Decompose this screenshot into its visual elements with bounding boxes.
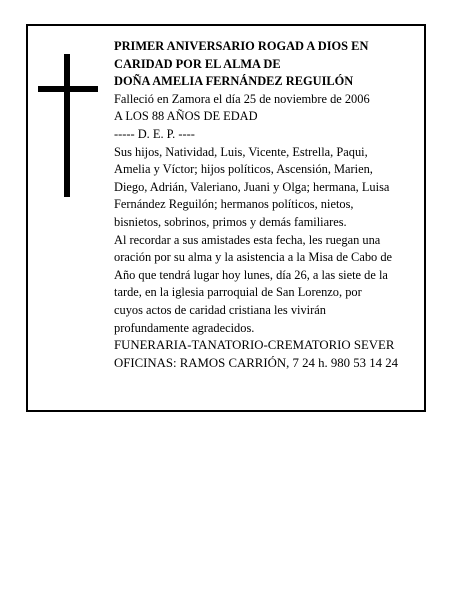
invitation-line: profundamente agradecidos. (114, 320, 255, 335)
death-info: Falleció en Zamora el día 25 de noviembre de 2006 (114, 91, 370, 106)
invitation-line: tarde, en la iglesia parroquial de San Lorenzo, por (114, 285, 362, 300)
funeral-home: FUNERARIA-TANATORIO-CREMATORIO SEVER (114, 338, 395, 353)
dep-line: ----- D. E. P. ---- (114, 126, 195, 141)
cross-icon (38, 54, 98, 197)
cross-horizontal-bar (38, 86, 98, 92)
cross-vertical-bar (64, 54, 70, 197)
offices-line: OFICINAS: RAMOS CARRIÓN, 7 24 h. 980 53 14 24 (114, 355, 399, 370)
heading-line-1: PRIMER ANIVERSARIO ROGAD A DIOS EN (114, 39, 369, 53)
family-line: Amelia y Víctor; hijos políticos, Ascensión, Marien, (114, 162, 373, 177)
invitation-line: Al recordar a sus amistades esta fecha, les ruegan una (114, 232, 381, 247)
age-line: A LOS 88 AÑOS DE EDAD (114, 109, 258, 124)
family-line: bisnietos, sobrinos, primos y demás familiares. (114, 214, 347, 229)
invitation-line: Año que tendrá lugar hoy lunes, día 26, a las siete de la (114, 267, 388, 282)
invitation-line: cuyos actos de caridad cristiana les vivirán (114, 302, 326, 317)
family-line: Diego, Adrián, Valeriano, Juani y Olga; hermana, Luisa (114, 179, 390, 194)
family-line: Fernández Reguilón; hermanos políticos, nietos, (114, 197, 354, 212)
family-line: Sus hijos, Natividad, Luis, Vicente, Estrella, Paqui, (114, 144, 368, 159)
deceased-name: DOÑA AMELIA FERNÁNDEZ REGUILÓN (114, 74, 354, 89)
heading-line-2: CARIDAD POR EL ALMA DE (114, 56, 281, 71)
notice-text (114, 38, 420, 372)
invitation-line: oración por su alma y la asistencia a la Misa de Cabo de (114, 250, 393, 265)
